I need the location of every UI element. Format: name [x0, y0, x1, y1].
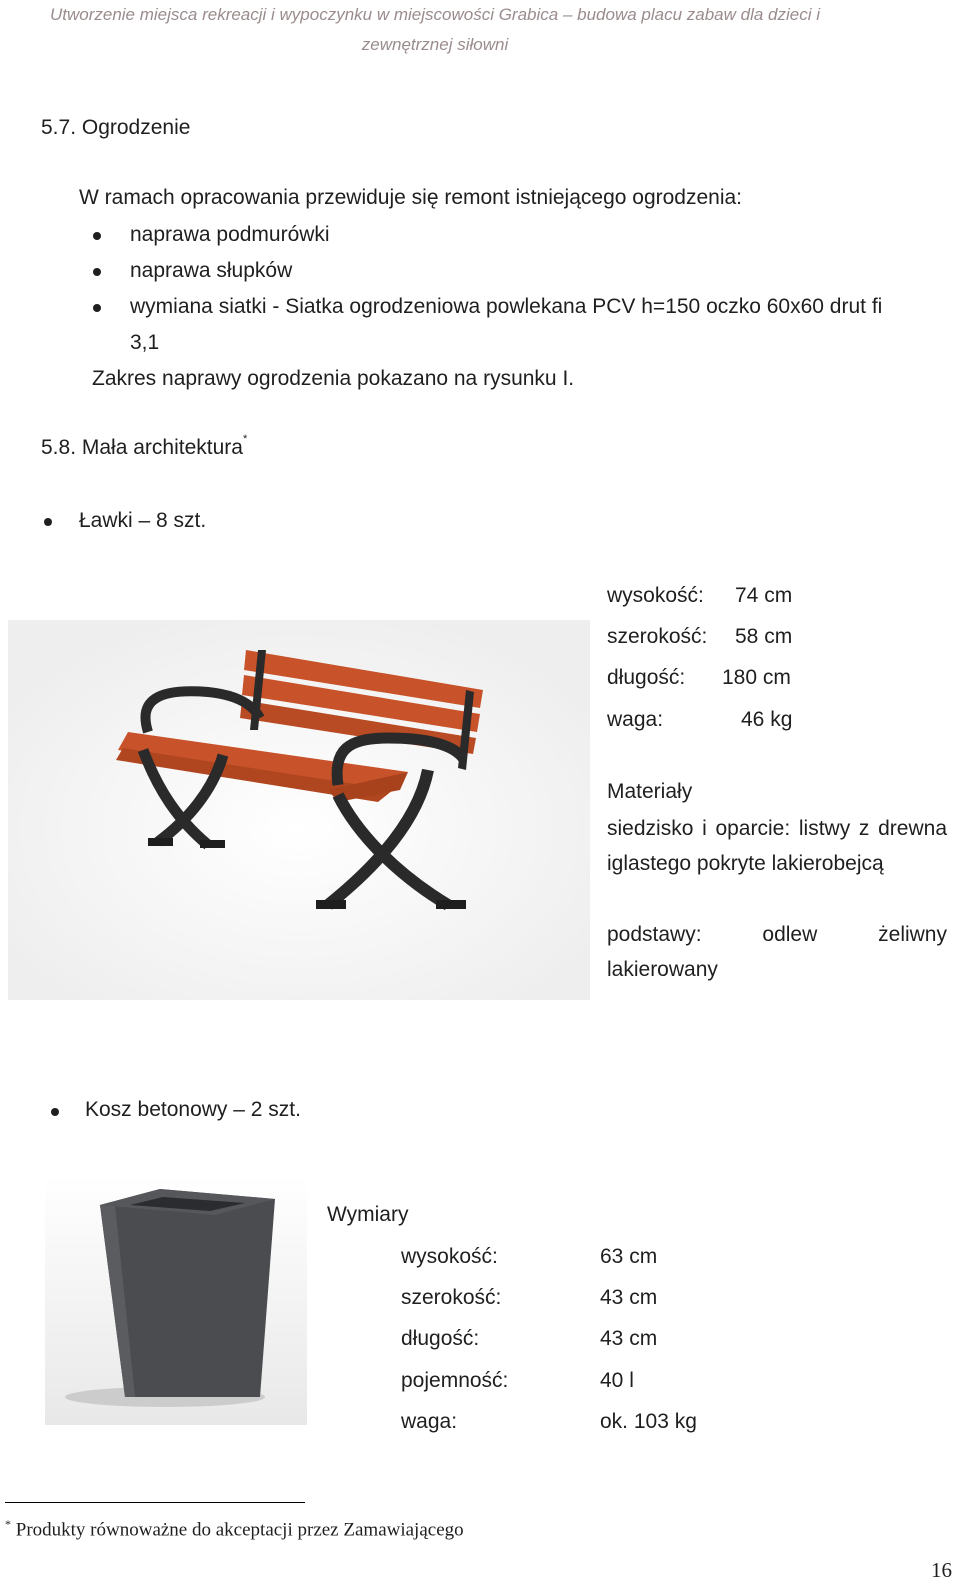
bench-title: Ławki – 8 szt.	[79, 509, 207, 532]
bench-spec-value: 58 cm	[735, 625, 793, 648]
bin-spec-value: 40 l	[600, 1369, 634, 1392]
section-heading-architecture-text: 5.8. Mała architektura	[41, 436, 243, 459]
bench-spec-label: długość:	[607, 666, 686, 689]
bench-spec-label: wysokość:	[607, 584, 704, 607]
bin-spec-label: wysokość:	[401, 1245, 498, 1268]
bin-spec-label: pojemność:	[401, 1369, 509, 1392]
bin-spec-label: szerokość:	[401, 1286, 502, 1309]
fence-item-1: naprawa podmurówki	[130, 223, 330, 246]
footnote-mark: *	[5, 1517, 11, 1531]
bench-materials-heading: Materiały	[607, 780, 693, 803]
bench-materials-seat: siedzisko i oparcie: listwy z drewna iglastego pokryte lakierobejcą	[607, 817, 947, 875]
bullet-icon	[93, 232, 101, 240]
bench-spec-value: 180 cm	[722, 666, 791, 689]
footnote-text: Produkty równoważne do akceptacji przez Zamawiającego	[15, 1519, 464, 1541]
fence-intro: W ramach opracowania przewiduje się remont istniejącego ogrodzenia:	[79, 186, 743, 209]
bin-spec-value: ok. 103 kg	[600, 1410, 697, 1433]
footnote	[5, 1517, 464, 1541]
fence-note: Zakres naprawy ogrodzenia pokazano na rysunku I.	[92, 367, 575, 390]
footnote-mark: *	[242, 433, 248, 445]
bin-title: Kosz betonowy – 2 szt.	[85, 1098, 301, 1121]
bin-spec-value: 63 cm	[600, 1245, 658, 1268]
bullet-icon	[93, 268, 101, 276]
bullet-icon	[44, 518, 52, 526]
fence-item-3: wymiana siatki - Siatka ogrodzeniowa powlekana PCV h=150 oczko 60x60 drut fi	[130, 295, 883, 318]
page-header	[0, 0, 870, 60]
bullet-icon	[93, 304, 101, 312]
bench-spec-value: 46 kg	[741, 708, 793, 731]
bench-spec-label: waga:	[607, 708, 664, 731]
bin-spec-label: długość:	[401, 1327, 480, 1350]
bin-spec-label: waga:	[401, 1410, 458, 1433]
bullet-icon	[51, 1108, 59, 1116]
bench-materials-base: podstawy: odlew żeliwny lakierowany	[607, 923, 947, 981]
header-line-2: zewnętrznej siłowni	[361, 35, 509, 54]
fence-item-2: naprawa słupków	[130, 259, 293, 282]
footnote-separator	[5, 1502, 305, 1503]
bin-spec-value: 43 cm	[600, 1286, 658, 1309]
bench-spec-label: szerokość:	[607, 625, 708, 648]
section-heading-architecture	[41, 433, 248, 460]
bench-spec-value: 74 cm	[735, 584, 793, 607]
fence-item-3-continued: 3,1	[130, 331, 160, 354]
page-number: 16	[931, 1558, 952, 1582]
concrete-bin-image	[45, 1175, 307, 1425]
section-heading-fence: 5.7. Ogrodzenie	[41, 116, 191, 139]
header-line-1: Utworzenie miejsca rekreacji i wypoczynku w miejscowości Grabica – budowa placu zabaw dla dzieci i	[49, 5, 821, 24]
bin-dimensions-heading: Wymiary	[327, 1203, 409, 1226]
bin-spec-value: 43 cm	[600, 1327, 658, 1350]
bench-image	[8, 620, 590, 1000]
